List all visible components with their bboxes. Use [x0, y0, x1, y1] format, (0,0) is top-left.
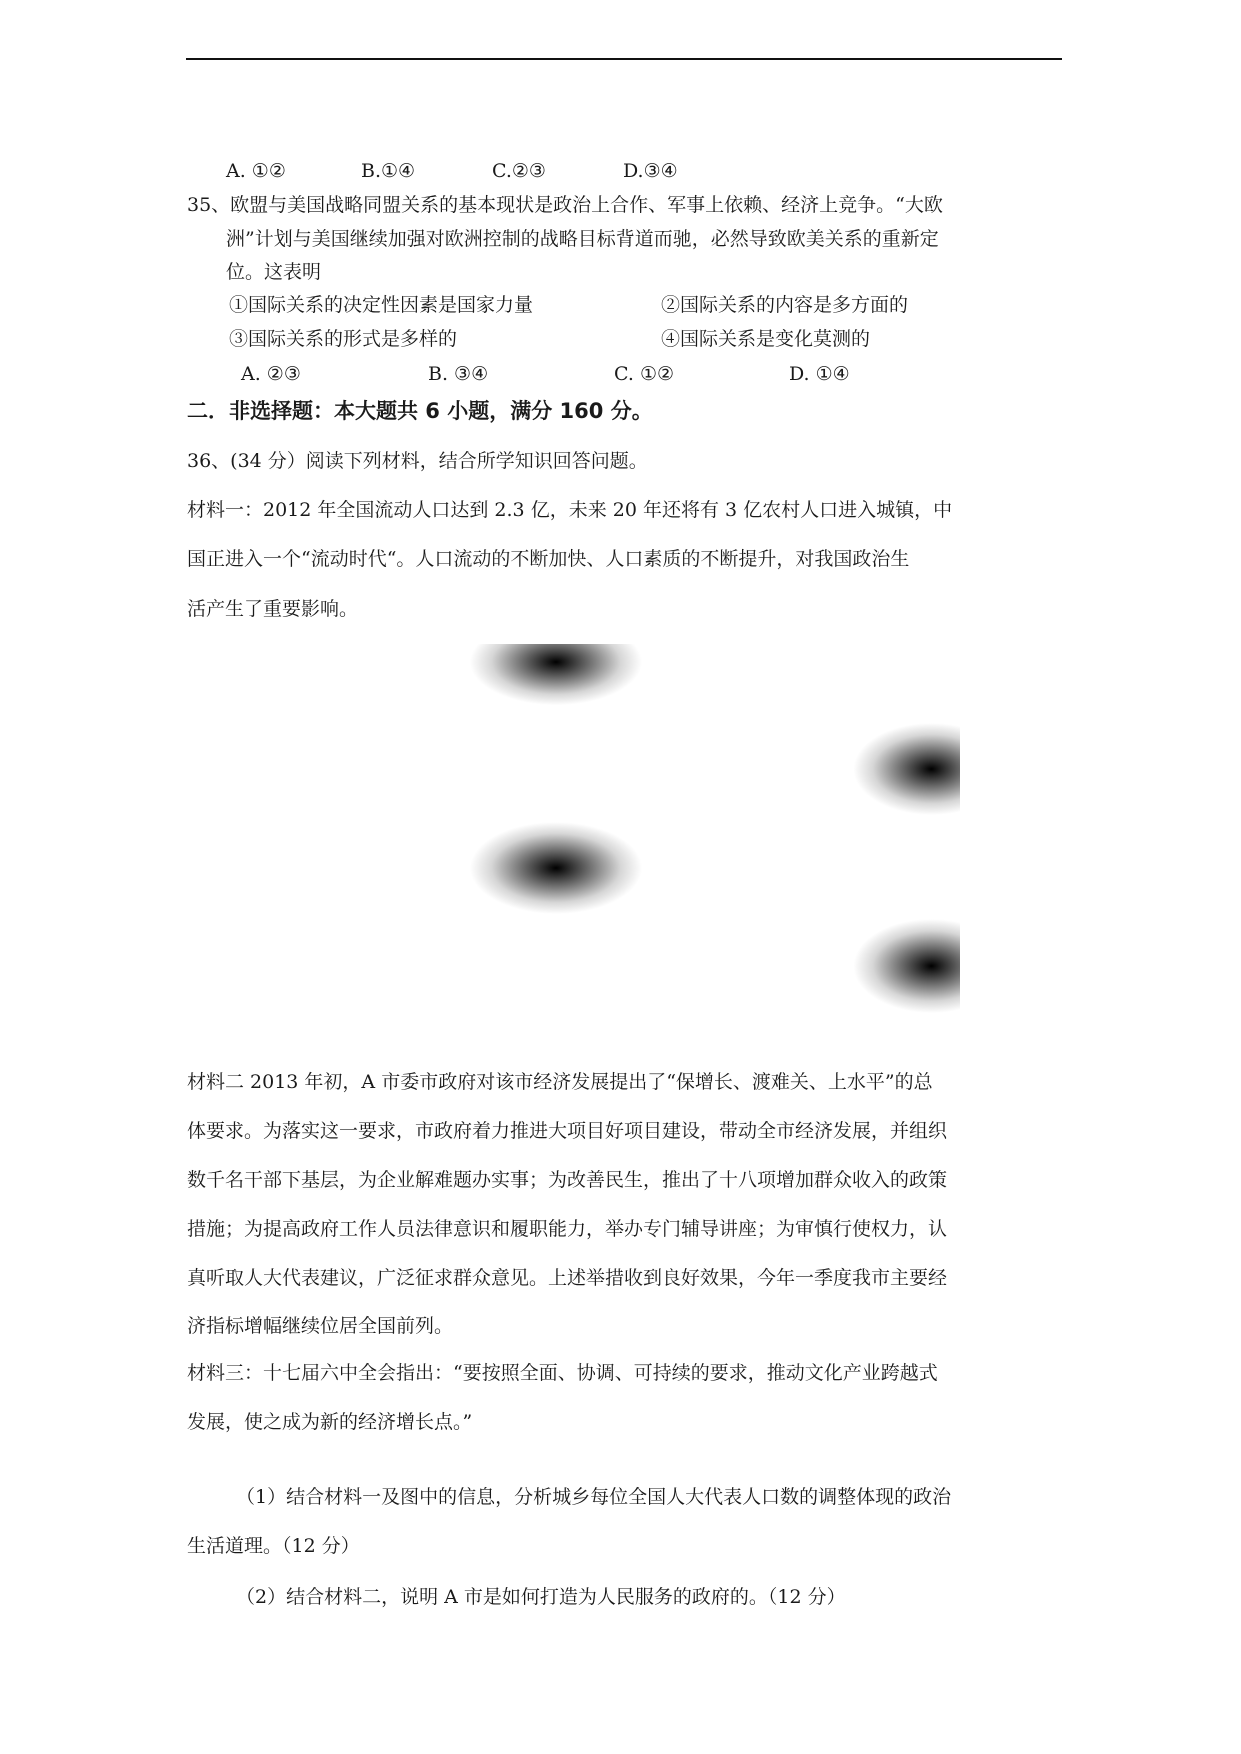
- figure-blurred-image-1: [470, 644, 642, 716]
- material-2-line-3: 数千名干部下基层，为企业解难题办实事；为改善民生，推出了十八项增加群众收入的政策: [187, 1169, 948, 1191]
- q35-statement-2: ②国际关系的内容是多方面的: [661, 294, 909, 316]
- figure-blurred-image-2: [830, 723, 960, 815]
- material-1-line-1: 材料一：2012 年全国流动人口达到 2.3 亿，未来 20 年还将有 3 亿农村人口进入城镇，中: [187, 499, 953, 521]
- q35-option-c: C. ①②: [614, 363, 675, 385]
- material-1-line-2: 国正进入一个“流动时代“。人口流动的不断加快、人口素质的不断提升，对我国政治生: [187, 548, 910, 570]
- material-3-line-2: 发展，使之成为新的经济增长点。”: [187, 1411, 473, 1433]
- material-2-line-4: 措施；为提高政府工作人员法律意识和履职能力，举办专门辅导讲座；为审慎行使权力，认: [187, 1218, 948, 1240]
- figure-blurred-image-4: [830, 919, 960, 1013]
- q35-option-b: B. ③④: [428, 363, 489, 385]
- q35-stem-line-3: 位。这表明: [226, 261, 322, 283]
- material-2-line-6: 济指标增幅继续位居全国前列。: [187, 1315, 454, 1337]
- figure-blurred-image-3: [470, 822, 642, 914]
- q34-option-b: B.①④: [361, 160, 416, 182]
- material-2-line-1: 材料二 2013 年初，A 市委市政府对该市经济发展提出了“保增长、渡难关、上水平”的总: [187, 1071, 933, 1093]
- material-2-line-5: 真听取人大代表建议，广泛征求群众意见。上述举措收到良好效果，今年一季度我市主要经: [187, 1267, 948, 1289]
- sub-question-1-line-1: （1）结合材料一及图中的信息，分析城乡每位全国人大代表人口数的调整体现的政治: [236, 1486, 952, 1508]
- q35-option-a: A. ②③: [241, 363, 301, 385]
- q35-statement-1: ①国际关系的决定性因素是国家力量: [229, 294, 534, 316]
- q34-option-c: C.②③: [492, 160, 546, 182]
- q34-option-d: D.③④: [623, 160, 678, 182]
- section-2-heading: 二．非选择题：本大题共 6 小题，满分 160 分。: [187, 399, 653, 423]
- sub-question-1-line-2: 生活道理。（12 分）: [187, 1535, 360, 1557]
- header-rule: [186, 58, 1062, 60]
- q35-option-d: D. ①④: [789, 363, 850, 385]
- q36-intro: 36、(34 分）阅读下列材料，结合所学知识回答问题。: [187, 450, 648, 472]
- q35-stem-line-1: 35、欧盟与美国战略同盟关系的基本现状是政治上合作、军事上依赖、经济上竞争。“大欧: [187, 194, 943, 216]
- q35-stem-line-2: 洲”计划与美国继续加强对欧洲控制的战略目标背道而驰，必然导致欧美关系的重新定: [226, 228, 939, 250]
- sub-question-2: （2）结合材料二，说明 A 市是如何打造为人民服务的政府的。（12 分）: [236, 1586, 846, 1608]
- material-3-line-1: 材料三：十七届六中全会指出：“要按照全面、协调、可持续的要求，推动文化产业跨越式: [187, 1362, 938, 1384]
- q34-option-a: A. ①②: [226, 160, 286, 182]
- q35-statement-4: ④国际关系是变化莫测的: [661, 328, 871, 350]
- q35-statement-3: ③国际关系的形式是多样的: [229, 328, 458, 350]
- material-2-line-2: 体要求。为落实这一要求，市政府着力推进大项目好项目建设，带动全市经济发展，并组织: [187, 1120, 948, 1142]
- material-1-line-3: 活产生了重要影响。: [187, 598, 359, 620]
